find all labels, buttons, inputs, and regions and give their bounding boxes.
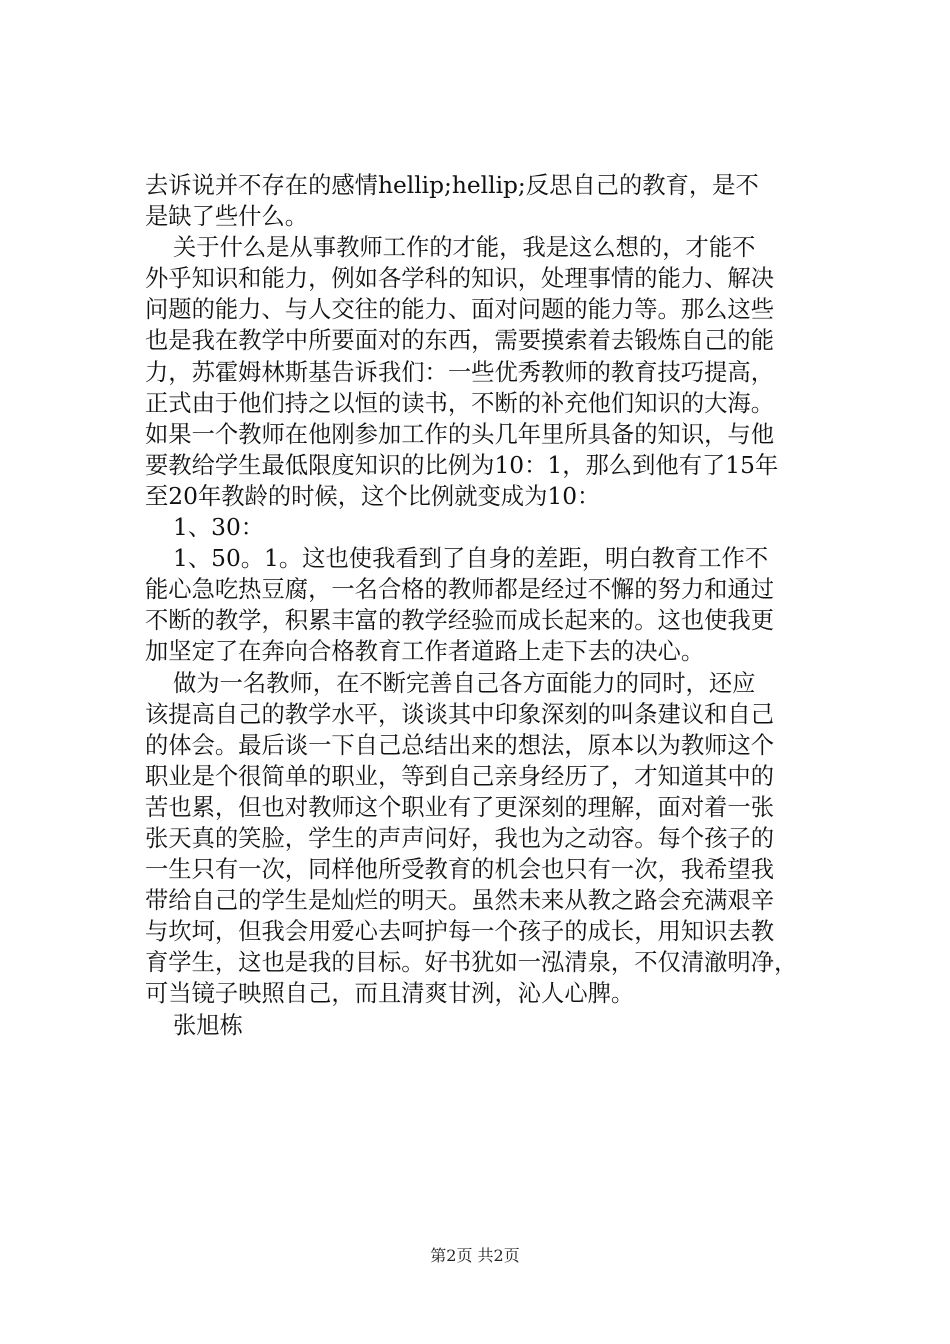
text-line: 是缺了些什么。 <box>145 203 309 231</box>
text-line: 做为一名教师，在不断完善自己各方面能力的同时，还应 <box>173 669 756 697</box>
text-line: 张天真的笑脸，学生的声声问好，我也为之动容。每个孩子的 <box>145 824 775 852</box>
text-line: 职业是个很简单的职业，等到自己亲身经历了，才知道其中的 <box>145 762 775 790</box>
text-line: 一生只有一次，同样他所受教育的机会也只有一次，我希望我 <box>145 856 775 884</box>
text-line: 也是我在教学中所要面对的东西，需要摸索着去锻炼自己的能 <box>145 327 775 355</box>
text-line: 与坎坷，但我会用爱心去呵护每一个孩子的成长，用知识去教 <box>145 918 775 946</box>
text-line: 张旭栋 <box>173 1011 243 1039</box>
text-line: 要教给学生最低限度知识的比例为10：1，那么到他有了15年 <box>145 451 779 479</box>
text-line: 至20年教龄的时候，这个比例就变成为10： <box>145 482 601 510</box>
document-body <box>145 170 837 1041</box>
text-line: 问题的能力、与人交往的能力、面对问题的能力等。那么这些 <box>145 296 775 324</box>
text-line: 的体会。最后谈一下自己总结出来的想法，原本以为教师这个 <box>145 731 775 759</box>
text-line: 1、50。1。这也使我看到了自身的差距，明白教育工作不 <box>173 545 769 573</box>
text-line: 1、30： <box>173 514 265 542</box>
page-footer: 第2页 共2页 <box>430 1246 520 1265</box>
text-line: 能心急吃热豆腐，一名合格的教师都是经过不懈的努力和通过 <box>145 576 775 604</box>
text-line: 关于什么是从事教师工作的才能，我是这么想的，才能不 <box>173 234 756 262</box>
text-line: 带给自己的学生是灿烂的明天。虽然未来从教之路会充满艰辛 <box>145 887 775 915</box>
text-line: 外乎知识和能力，例如各学科的知识，处理事情的能力、解决 <box>145 265 775 293</box>
text-line: 育学生，这也是我的目标。好书犹如一泓清泉，不仅清澈明净， <box>145 949 798 977</box>
text-line: 可当镜子映照自己，而且清爽甘洌，沁人心脾。 <box>145 980 635 1008</box>
text-line: 苦也累，但也对教师这个职业有了更深刻的理解，面对着一张 <box>145 793 775 821</box>
text-line: 加坚定了在奔向合格教育工作者道路上走下去的决心。 <box>145 638 705 666</box>
text-line: 去诉说并不存在的感情hellip;hellip;反思自己的教育，是不 <box>145 172 759 199</box>
text-line: 如果一个教师在他刚参加工作的头几年里所具备的知识，与他 <box>145 420 775 448</box>
text-line: 力，苏霍姆林斯基告诉我们：一些优秀教师的教育技巧提高， <box>145 358 775 386</box>
text-line: 正式由于他们持之以恒的读书，不断的补充他们知识的大海。 <box>145 389 775 417</box>
text-line: 不断的教学，积累丰富的教学经验而成长起来的。这也使我更 <box>145 607 775 635</box>
text-line: 该提高自己的教学水平，谈谈其中印象深刻的叫条建议和自己 <box>145 700 775 728</box>
